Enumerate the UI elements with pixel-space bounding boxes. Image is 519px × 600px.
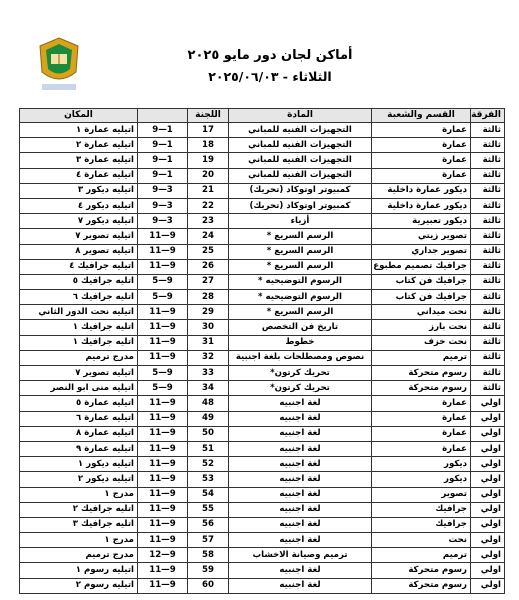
cell-subject: تحريك كرتون* <box>229 381 372 396</box>
university-logo-icon <box>34 36 84 94</box>
cell-committee: 24 <box>188 229 229 244</box>
cell-department: عمارة <box>372 411 471 426</box>
cell-time: 11—9 <box>138 411 188 426</box>
table-row <box>20 441 505 456</box>
cell-committee: 54 <box>188 487 229 502</box>
cell-time: 11—9 <box>138 441 188 456</box>
cell-department: جرافيك <box>372 502 471 517</box>
cell-time: 9—3 <box>138 183 188 198</box>
cell-committee: 29 <box>188 305 229 320</box>
cell-level: اولي <box>471 457 505 472</box>
cell-level: ثالثة <box>471 320 505 335</box>
cell-time: 11—9 <box>138 335 188 350</box>
cell-committee: 30 <box>188 320 229 335</box>
cell-level: ثالثة <box>471 198 505 213</box>
cell-time: 11—9 <box>138 350 188 365</box>
cell-level: ثالثة <box>471 350 505 365</box>
cell-committee: 17 <box>188 123 229 138</box>
cell-department: ديكور تعبيرية <box>372 214 471 229</box>
cell-level: اولي <box>471 548 505 563</box>
cell-level: ثالثة <box>471 274 505 289</box>
table-header-row <box>20 109 505 123</box>
table-row <box>20 457 505 472</box>
cell-level: ثالثة <box>471 305 505 320</box>
cell-committee: 27 <box>188 274 229 289</box>
cell-department: عمارة <box>372 138 471 153</box>
cell-time: 11—9 <box>138 487 188 502</box>
cell-level: ثالثة <box>471 153 505 168</box>
cell-subject: لغة اجنبيه <box>229 396 372 411</box>
cell-time: 11—9 <box>138 563 188 578</box>
cell-level: اولي <box>471 517 505 532</box>
column-header-time <box>138 109 188 123</box>
cell-department: جرافيك <box>372 517 471 532</box>
cell-place: اتيليه منى ابو النصر <box>20 381 138 396</box>
cell-department: ديكور عمارة داخلية <box>372 183 471 198</box>
table-row <box>20 290 505 305</box>
cell-time: 9—1 <box>138 123 188 138</box>
cell-department: عمارة <box>372 426 471 441</box>
table-row <box>20 274 505 289</box>
table-row <box>20 411 505 426</box>
cell-subject: أزياء <box>229 214 372 229</box>
cell-committee: 31 <box>188 335 229 350</box>
cell-subject: التجهيزات الفنيه للمباني <box>229 153 372 168</box>
cell-place: اتيليه رسوم ١ <box>20 563 138 578</box>
cell-committee: 50 <box>188 426 229 441</box>
column-header-place: المكان <box>20 109 138 123</box>
table-row <box>20 229 505 244</box>
table-row <box>20 366 505 381</box>
cell-level: اولي <box>471 441 505 456</box>
cell-time: 9—1 <box>138 168 188 183</box>
table-row <box>20 153 505 168</box>
cell-time: 5—9 <box>138 381 188 396</box>
table-row <box>20 259 505 274</box>
cell-level: ثالثة <box>471 244 505 259</box>
cell-committee: 53 <box>188 472 229 487</box>
cell-department: رسوم متحركة <box>372 366 471 381</box>
cell-committee: 19 <box>188 153 229 168</box>
cell-level: ثالثة <box>471 335 505 350</box>
cell-place: اتليه جرافيك ١ <box>20 320 138 335</box>
cell-subject: لغة اجنبيه <box>229 578 372 593</box>
cell-level: ثالثة <box>471 290 505 305</box>
cell-department: عمارة <box>372 123 471 138</box>
cell-time: 11—9 <box>138 320 188 335</box>
cell-department: نحت <box>372 533 471 548</box>
table-row <box>20 517 505 532</box>
table-row <box>20 320 505 335</box>
cell-subject: كمبيوتر اوتوكاد (تحريك) <box>229 183 372 198</box>
cell-level: اولي <box>471 411 505 426</box>
table-row <box>20 138 505 153</box>
cell-time: 11—9 <box>138 578 188 593</box>
cell-place: اتيليه عمارة ٩ <box>20 441 138 456</box>
table-row <box>20 426 505 441</box>
cell-place: اتليه جرافيك ٢ <box>20 502 138 517</box>
cell-time: 11—9 <box>138 305 188 320</box>
cell-time: 11—9 <box>138 517 188 532</box>
cell-place: اتيليه ديكور ٣ <box>20 183 138 198</box>
cell-place: اتيليه جرافيك ٤ <box>20 259 138 274</box>
cell-time: 11—9 <box>138 457 188 472</box>
cell-subject: لغة اجنبيه <box>229 517 372 532</box>
cell-level: ثالثة <box>471 259 505 274</box>
cell-committee: 57 <box>188 533 229 548</box>
table-row <box>20 335 505 350</box>
cell-level: اولي <box>471 426 505 441</box>
table-row <box>20 183 505 198</box>
cell-time: 11—9 <box>138 533 188 548</box>
cell-subject: لغة اجنبيه <box>229 426 372 441</box>
table-row <box>20 244 505 259</box>
cell-level: اولي <box>471 578 505 593</box>
cell-department: نحت خزف <box>372 335 471 350</box>
cell-place: اتيليه ديكور ٧ <box>20 214 138 229</box>
cell-time: 11—9 <box>138 472 188 487</box>
cell-committee: 55 <box>188 502 229 517</box>
column-header-department: القسم والشعبة <box>372 109 471 123</box>
table-row <box>20 502 505 517</box>
cell-subject: التجهيزات الفنيه للمباني <box>229 123 372 138</box>
cell-level: ثالثة <box>471 229 505 244</box>
table-row <box>20 168 505 183</box>
cell-level: ثالثة <box>471 138 505 153</box>
cell-time: 11—9 <box>138 229 188 244</box>
cell-department: ديكور <box>372 457 471 472</box>
table-row <box>20 214 505 229</box>
column-header-subject: المادة <box>229 109 372 123</box>
table-row <box>20 472 505 487</box>
cell-committee: 18 <box>188 138 229 153</box>
column-header-level: الفرقة <box>471 109 505 123</box>
table-row <box>20 578 505 593</box>
cell-committee: 20 <box>188 168 229 183</box>
cell-subject: لغة اجنبيه <box>229 502 372 517</box>
cell-place: اتليه جرافيك ١ <box>20 335 138 350</box>
cell-department: عمارة <box>372 441 471 456</box>
cell-committee: 56 <box>188 517 229 532</box>
cell-time: 11—9 <box>138 396 188 411</box>
cell-place: مدرج ترميم <box>20 548 138 563</box>
column-header-committee: اللجنة <box>188 109 229 123</box>
table-row <box>20 396 505 411</box>
cell-subject: تاريخ فن التخصص <box>229 320 372 335</box>
cell-place: اتليه جرافيك ٦ <box>20 290 138 305</box>
cell-department: نحت بارز <box>372 320 471 335</box>
cell-level: ثالثة <box>471 381 505 396</box>
cell-committee: 52 <box>188 457 229 472</box>
cell-subject: كمبيوتر اوتوكاد (تحريك) <box>229 198 372 213</box>
cell-department: عمارة <box>372 168 471 183</box>
cell-department: رسوم متحركة <box>372 563 471 578</box>
cell-level: ثالثة <box>471 183 505 198</box>
cell-time: 9—3 <box>138 198 188 213</box>
cell-place: مدرج ١ <box>20 487 138 502</box>
cell-time: 5—9 <box>138 274 188 289</box>
cell-department: ديكور <box>372 472 471 487</box>
cell-department: عمارة <box>372 396 471 411</box>
cell-subject: الرسم السريع * <box>229 229 372 244</box>
cell-place: اتيليه ديكور ٤ <box>20 198 138 213</box>
cell-level: اولي <box>471 533 505 548</box>
cell-level: ثالثة <box>471 366 505 381</box>
cell-subject: لغة اجنبيه <box>229 411 372 426</box>
cell-subject: التجهيزات الفنيه للمباني <box>229 138 372 153</box>
cell-place: اتيليه عمارة ٦ <box>20 411 138 426</box>
page-subtitle: الثلاثاء - ٢٠٢٥/٠٦/٠٣ <box>208 69 332 84</box>
cell-committee: 51 <box>188 441 229 456</box>
cell-department: جرافيك فن كتاب <box>372 290 471 305</box>
cell-time: 9—1 <box>138 138 188 153</box>
cell-time: 11—9 <box>138 259 188 274</box>
cell-place: اتليه جرافيك ٥ <box>20 274 138 289</box>
table-row <box>20 381 505 396</box>
cell-subject: لغة اجنبيه <box>229 441 372 456</box>
cell-subject: الرسوم التوضيحيه * <box>229 274 372 289</box>
cell-level: ثالثة <box>471 214 505 229</box>
cell-subject: تحريك كرتون* <box>229 366 372 381</box>
cell-place: اتيليه عمارة ٤ <box>20 168 138 183</box>
cell-time: 9—3 <box>138 214 188 229</box>
cell-department: ترميم <box>372 548 471 563</box>
table-row <box>20 350 505 365</box>
cell-level: اولي <box>471 487 505 502</box>
cell-time: 5—9 <box>138 366 188 381</box>
cell-place: اتيليه عمارة ٥ <box>20 396 138 411</box>
cell-department: تصوير جداري <box>372 244 471 259</box>
cell-subject: لغة اجنبيه <box>229 457 372 472</box>
cell-place: اتيليه عمارة ٢ <box>20 138 138 153</box>
cell-place: اتيليه نحت الدور الثاني <box>20 305 138 320</box>
cell-time: 12—9 <box>138 548 188 563</box>
cell-time: 9—1 <box>138 153 188 168</box>
cell-time: 5—9 <box>138 290 188 305</box>
cell-place: اتيليه ديكور ١ <box>20 457 138 472</box>
cell-department: جرافيك تصميم مطبوع <box>372 259 471 274</box>
cell-committee: 60 <box>188 578 229 593</box>
cell-subject: لغة اجنبيه <box>229 563 372 578</box>
table-row <box>20 487 505 502</box>
cell-committee: 34 <box>188 381 229 396</box>
cell-subject: نصوص ومصطلحات بلغة اجنبية <box>229 350 372 365</box>
table-row <box>20 123 505 138</box>
table-row <box>20 533 505 548</box>
cell-committee: 58 <box>188 548 229 563</box>
cell-level: اولي <box>471 502 505 517</box>
page-title: أماكن لجان دور مايو ٢٠٢٥ <box>187 48 353 63</box>
cell-level: اولي <box>471 396 505 411</box>
cell-committee: 26 <box>188 259 229 274</box>
cell-level: اولي <box>471 563 505 578</box>
cell-place: اتيليه عمارة ٨ <box>20 426 138 441</box>
cell-time: 11—9 <box>138 244 188 259</box>
table-row <box>20 548 505 563</box>
cell-place: اتيليه عمارة ١ <box>20 123 138 138</box>
cell-subject: التجهيزات الفنيه للمباني <box>229 168 372 183</box>
cell-level: ثالثة <box>471 123 505 138</box>
cell-committee: 22 <box>188 198 229 213</box>
cell-place: اتليه جرافيك ٣ <box>20 517 138 532</box>
table-row <box>20 563 505 578</box>
cell-subject: لغة اجنبيه <box>229 472 372 487</box>
cell-place: اتيليه ديكور ٢ <box>20 472 138 487</box>
table-row <box>20 198 505 213</box>
cell-place: مدرج ١ <box>20 533 138 548</box>
cell-department: جرافيك فن كتاب <box>372 274 471 289</box>
cell-committee: 21 <box>188 183 229 198</box>
cell-place: اتيليه تصوير ٧ <box>20 229 138 244</box>
cell-committee: 28 <box>188 290 229 305</box>
cell-department: رسوم متحركة <box>372 381 471 396</box>
cell-department: تصوير <box>372 487 471 502</box>
cell-committee: 25 <box>188 244 229 259</box>
cell-time: 11—9 <box>138 426 188 441</box>
cell-committee: 48 <box>188 396 229 411</box>
cell-department: نحت ميداني <box>372 305 471 320</box>
cell-subject: ترميم وصيانة الاخشاب <box>229 548 372 563</box>
cell-subject: الرسوم التوضيحيه * <box>229 290 372 305</box>
cell-committee: 23 <box>188 214 229 229</box>
cell-level: اولي <box>471 472 505 487</box>
cell-subject: الرسم السريع * <box>229 259 372 274</box>
cell-subject: لغة اجنبيه <box>229 487 372 502</box>
cell-committee: 33 <box>188 366 229 381</box>
cell-department: رسوم متحركة <box>372 578 471 593</box>
cell-level: ثالثة <box>471 168 505 183</box>
cell-department: ترميم <box>372 350 471 365</box>
cell-subject: خطوط <box>229 335 372 350</box>
cell-subject: لغة اجنبيه <box>229 533 372 548</box>
cell-committee: 49 <box>188 411 229 426</box>
cell-committee: 59 <box>188 563 229 578</box>
cell-place: اتيليه تصوير ٧ <box>20 366 138 381</box>
cell-place: اتيليه تصوير ٨ <box>20 244 138 259</box>
table-row <box>20 305 505 320</box>
cell-place: اتيليه عمارة ٣ <box>20 153 138 168</box>
cell-time: 11—9 <box>138 502 188 517</box>
cell-place: مدرج ترميم <box>20 350 138 365</box>
cell-subject: الرسم السريع * <box>229 305 372 320</box>
cell-place: اتيليه رسوم ٢ <box>20 578 138 593</box>
cell-department: تصوير زيتي <box>372 229 471 244</box>
committees-table <box>19 108 505 594</box>
cell-committee: 32 <box>188 350 229 365</box>
cell-department: ديكور عمارة داخلية <box>372 198 471 213</box>
cell-subject: الرسم السريع * <box>229 244 372 259</box>
cell-department: عمارة <box>372 153 471 168</box>
